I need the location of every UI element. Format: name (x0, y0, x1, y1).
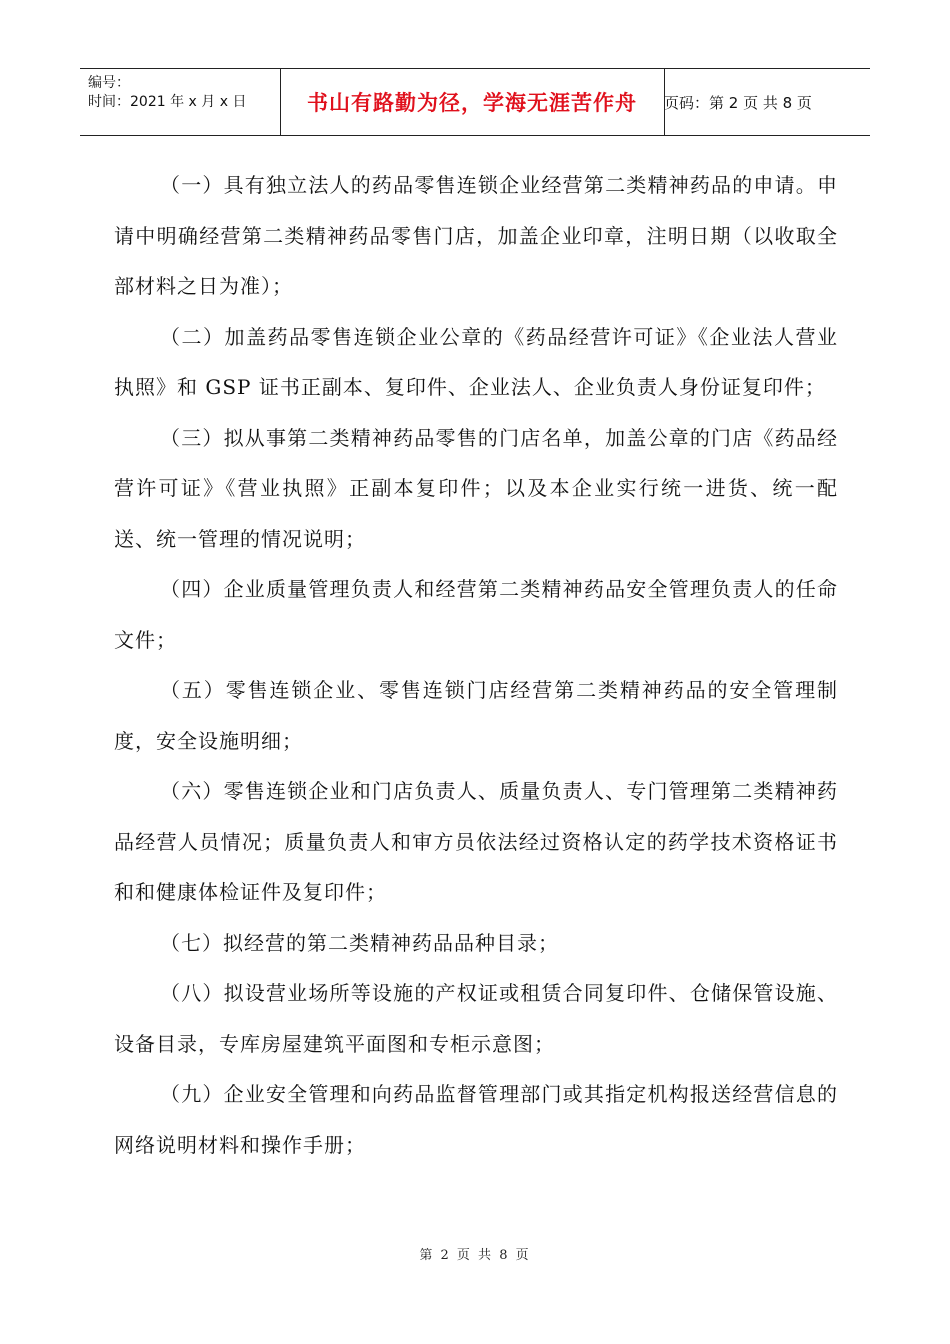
paragraph-3: （三）拟从事第二类精神药品零售的门店名单，加盖公章的门店《药品经营许可证》《营业执照》正副本复印件；以及本企业实行统一进货、统一配送、统一管理的情况说明； (114, 425, 838, 551)
header-meta (88, 74, 278, 112)
paragraph-7: （七）拟经营的第二类精神药品品种目录； (160, 930, 559, 955)
document-body (114, 160, 838, 1170)
page-header (80, 68, 870, 136)
header-page-info: 页码：第 2 页 共 8 页 (664, 93, 812, 112)
paragraph-5: （五）零售连锁企业、零售连锁门店经营第二类精神药品的安全管理制度，安全设施明细； (114, 678, 838, 753)
document-number-label: 编号： (88, 75, 130, 91)
paragraph-6: （六）零售连锁企业和门店负责人、质量负责人、专门管理第二类精神药品经营人员情况；质量负责人和审方员依法经过资格认定的药学技术资格证书和和健康体检证件及复印件； (114, 779, 838, 904)
header-motto: 书山有路勤为径，学海无涯苦作舟 (307, 91, 637, 115)
paragraph-2: （二）加盖药品零售连锁企业公章的《药品经营许可证》《企业法人营业执照》和 GSP 证书正副本、复印件、企业法人、企业负责人身份证复印件； (114, 324, 838, 399)
paragraph-8: （八）拟设营业场所等设施的产权证或租赁合同复印件、仓储保管设施、设备目录，专库房屋建筑平面图和专柜示意图； (114, 981, 838, 1056)
paragraph-1: （一）具有独立法人的药品零售连锁企业经营第二类精神药品的申请。申请中明确经营第二类精神药品零售门店，加盖企业印章，注明日期（以收取全部材料之日为准）； (114, 173, 838, 298)
paragraph-9: （九）企业安全管理和向药品监督管理部门或其指定机构报送经营信息的网络说明材料和操作手册； (114, 1082, 838, 1157)
document-date: 时间：2021 年 x 月 x 日 (88, 94, 247, 110)
page-footer: 第 2 页 共 8 页 (419, 1248, 531, 1263)
paragraph-4: （四）企业质量管理负责人和经营第二类精神药品安全管理负责人的任命文件； (114, 577, 838, 652)
